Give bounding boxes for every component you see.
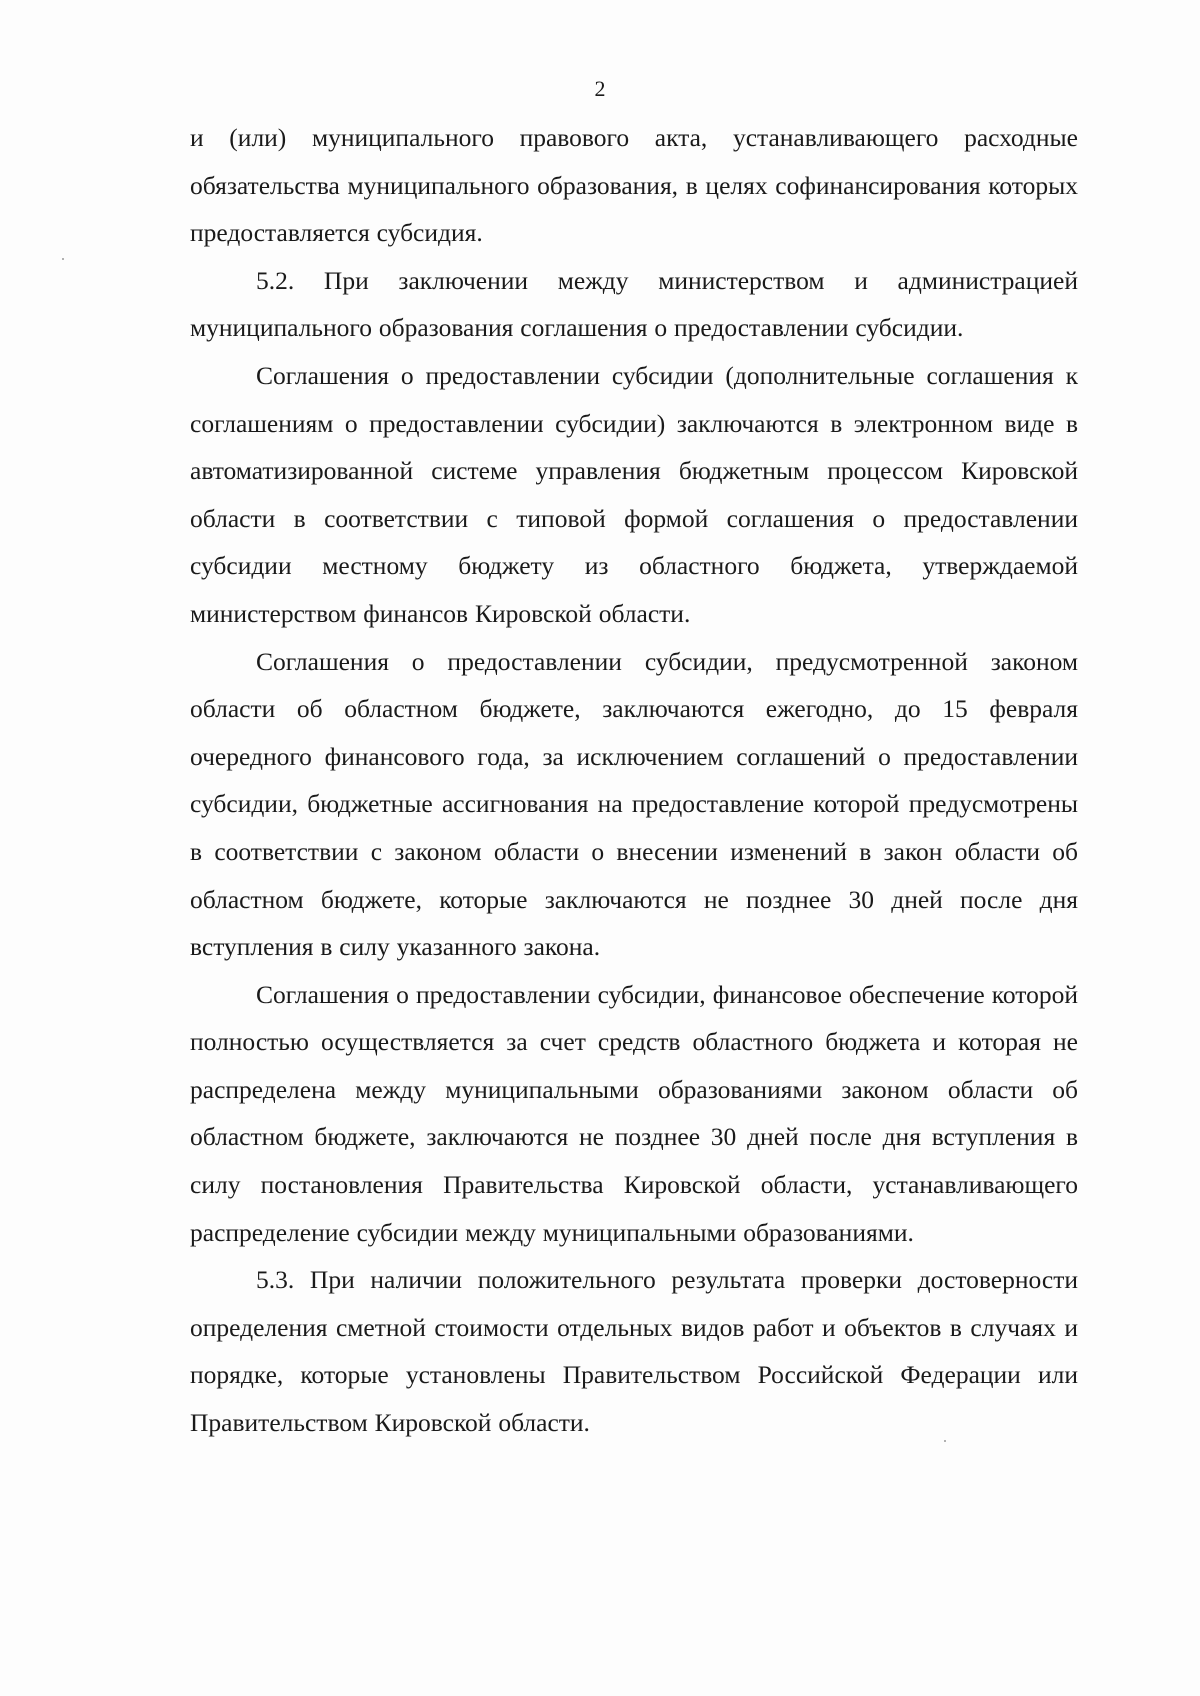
paragraph-5-2: 5.2. При заключении между министерством и администрацией муниципального образования соглашения о предоставлении субсидии.: [190, 265, 1078, 343]
paragraph-agreements-regional-budget: Соглашения о предоставлении субсидии, финансовое обеспечение которой полностью осуществляется за счет средств областного бюджета и которая не распределена между муниципальными образованиями законом области об областном бюджете, заключаются не позднее 30 дней после дня вступления в силу постановления Правительства Кировской области, устанавливающего распределение субсидии между муниципальными образованиями.: [190, 979, 1078, 1247]
scan-artifact: [62, 258, 64, 260]
paragraph-continuation: и (или) муниципального правового акта, устанавливающего расходные обязательства муниципального образования, в целях софинансирования которых предоставляется субсидия.: [190, 123, 1078, 248]
scan-artifact: [944, 1440, 946, 1442]
paragraph-agreements-deadline: Соглашения о предоставлении субсидии, предусмотренной законом области об областном бюджете, заключаются ежегодно, до 15 февраля очередного финансового года, за исключением соглашений о предоставлении субсидии, бюджетные ассигнования на предоставление которой предусмотрены в соответствии с законом области о внесении изменений в закон области об областном бюджете, которые заключаются не позднее 30 дней после дня вступления в силу указанного закона.: [190, 646, 1078, 962]
page-number: 2: [594, 76, 606, 101]
paragraph-5-3: 5.3. При наличии положительного результата проверки достоверности определения сметной стоимости отдельных видов работ и объектов в случаях и порядке, которые установлены Правительством Российской Федерации или Правительством Кировской области.: [190, 1265, 1078, 1438]
document-body: [190, 114, 1078, 1447]
paragraph-agreements-electronic: Соглашения о предоставлении субсидии (дополнительные соглашения к соглашениям о предоставлении субсидии) заключаются в электронном виде в автоматизированной системе управления бюджетным процессом Кировской области в соответствии с типовой формой соглашения о предоставлении субсидии местному бюджету из областного бюджета, утверждаемой министерством финансов Кировской области.: [190, 360, 1078, 628]
